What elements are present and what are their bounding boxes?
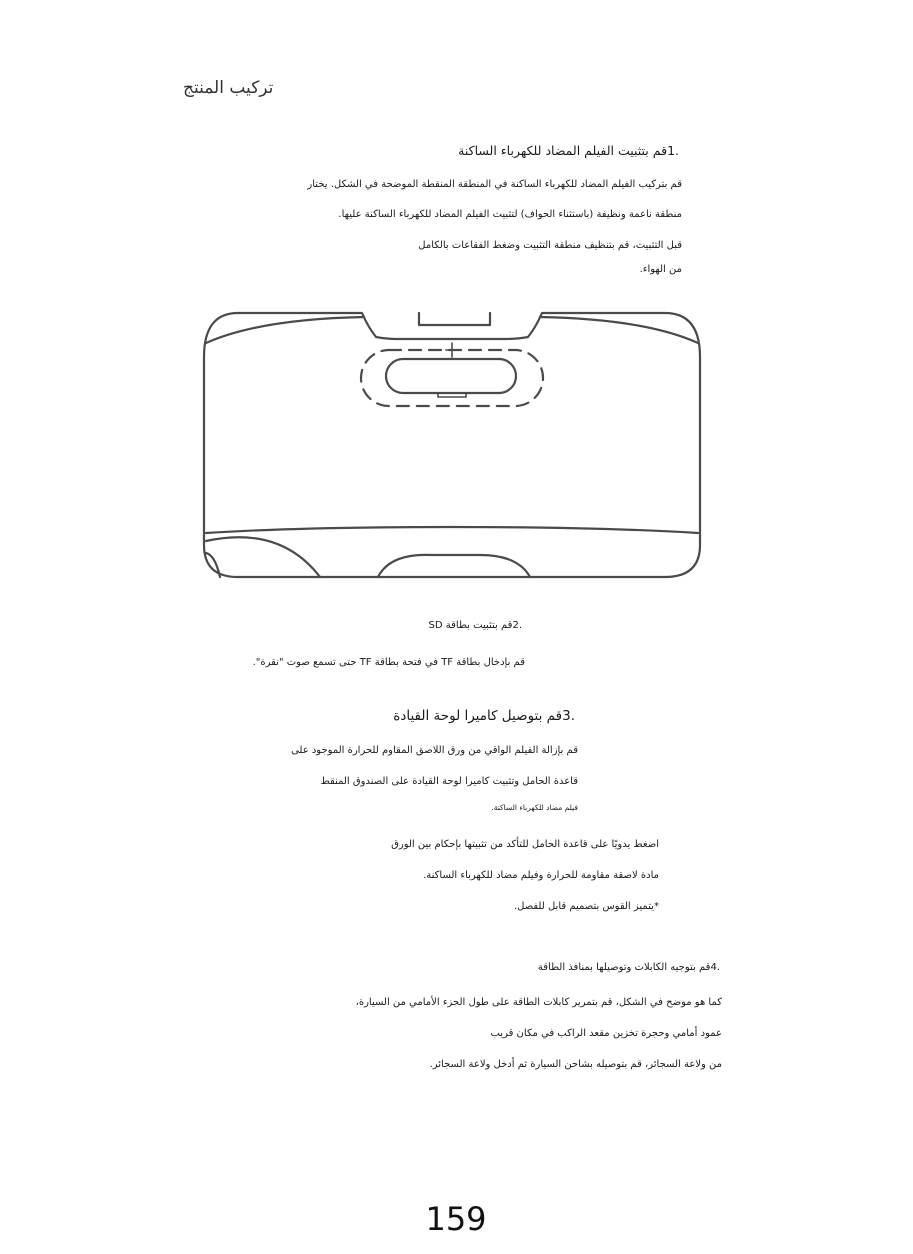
section3-line-3: فيلم مضاد للكهرباء الساكنة. xyxy=(491,803,578,812)
section1-line-3: قبل التثبيت، قم بتنظيف منطقة التثبيت وضغط الفقاعات بالكامل xyxy=(418,240,682,251)
bottom-center-bump xyxy=(378,555,530,577)
section3-line-1: قم بإزالة الفيلم الواقي من ورق اللاصق المقاوم للحرارة الموجود على xyxy=(291,745,578,756)
page-header: تركيب المنتج xyxy=(183,78,274,98)
section3-line-2: قاعدة الحامل وتثبيت كاميرا لوحة القيادة على الصندوق المنقط xyxy=(320,776,578,787)
section3-line-5: مادة لاصقة مقاومة للحرارة وفيلم مضاد للكهرباء الساكنة. xyxy=(423,870,659,881)
section1-heading: .1قم بتثبيت الفيلم المضاد للكهرباء الساكنة xyxy=(458,143,679,158)
section3-line-4: اضغط يدويًا على قاعدة الحامل للتأكد من تثبيتها بإحكام بين الورق xyxy=(391,839,659,850)
top-center-notch xyxy=(419,313,490,325)
section1-line-1: قم بتركيب الفيلم المضاد للكهرباء الساكنة في المنطقة المنقطة الموضحة في الشكل. يختار xyxy=(307,179,682,190)
section4-line-3: من ولاعة السجائر، قم بتوصيله بشاحن السيارة ثم أدخل ولاعة السجائر. xyxy=(429,1059,722,1070)
top-right-contour xyxy=(540,317,698,343)
section2-line: قم بإدخال بطاقة TF في فتحة بطاقة TF حتى تسمع صوت "نقرة". xyxy=(252,657,525,668)
section2-heading: .2قم بتثبيت بطاقة SD xyxy=(428,620,522,631)
section1-line-4: من الهواء. xyxy=(639,264,682,275)
dashcam-mount-diagram xyxy=(200,305,705,585)
top-left-contour xyxy=(206,317,364,343)
mount-slot xyxy=(386,359,516,393)
section4-line-2: عمود أمامي وحجرة تخزين مقعد الراكب في مكان قريب xyxy=(490,1028,722,1039)
center-mark xyxy=(446,343,458,357)
section4-line-1: كما هو موضح في الشكل، قم بتمرير كابلات الطاقة على طول الجزء الأمامي من السيارة، xyxy=(355,997,722,1008)
page-number: 159 xyxy=(425,1200,487,1238)
section1-line-2: منطقة ناعمة ونظيفة (باستثناء الحواف) لتثبيت الفيلم المضاد للكهرباء الساكنة عليها. xyxy=(338,209,682,220)
section4-heading: .4قم بتوجيه الكابلات وتوصيلها بمنافذ الطاقة xyxy=(537,962,720,973)
lower-band xyxy=(206,527,698,533)
bottom-left-arc xyxy=(206,537,320,577)
section3-note: *يتميز القوس بتصميم قابل للفصل. xyxy=(513,901,659,912)
section3-heading: .3قم بتوصيل كاميرا لوحة القيادة xyxy=(393,708,575,724)
